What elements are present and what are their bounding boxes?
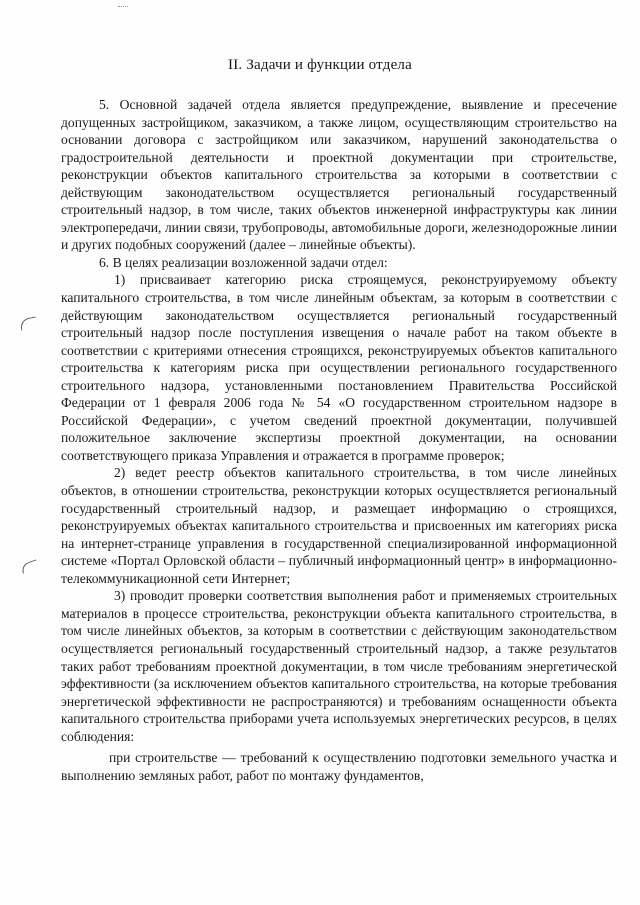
margin-pen-mark	[20, 559, 39, 573]
document-body	[61, 96, 617, 784]
paragraph-6-item-2: 2) ведет реестр объектов капитального строительства, в том числе линейных объектов, в отношении строительства, реконструкции которых осуществляется региональный государственный строительный надзор, и размещает информацию о строящихся, реконструируемых объектах капитального строительства и присвоенных им категориях риска на интернет-странице управления в государственной специализированной информационной системе «Портал Орловской области – публичный информационный центр» в информационно-телекоммуникационной сети Интернет;	[61, 465, 617, 586]
margin-pen-mark	[19, 316, 38, 330]
section-heading: II. Задачи и функции отдела	[228, 57, 412, 73]
scan-artifact	[118, 6, 128, 9]
paragraph-6: 6. В целях реализации возложенной задачи отдел:	[99, 254, 388, 270]
paragraph-6-item-3: 3) проводит проверки соответствия выполнения работ и применяемых строительных материалов в процессе строительства, реконструкции объекта капитального строительства, в том числе линейных объектов, за которым в соответствии с действующим законодательством осуществляется региональный государственный строительный надзор, а также результатов таких работ требованиям проектной документации, в том числе требованиям энергетической эффективности (за исключением объектов капитального строительства, на которые требования энергетической эффективности не распространяются) и требованиям оснащенности объекта капитального строительства приборами учета используемых энергетических ресурсов, в целях соблюдения:	[61, 588, 617, 744]
paragraph-construction-requirements: при строительстве — требований к осуществлению подготовки земельного участка и выполнению земляных работ, работ по монтажу фундаментов,	[61, 750, 617, 783]
paragraph-6-item-1: 1) присваивает категорию риска строящемуся, реконструируемому объекту капитального строительства, в том числе линейным объектам, за которым в соответствии с действующим законодательством осуществляется региональный государственный строительный надзор после поступления извещения о начале работ на таком объекте в соответствии с критериями отнесения строящихся, реконструируемых объектов капитального строительства к категориям риска при осуществлении регионального государственного строительного надзора, установленными постановлением Правительства Российской Федерации от 1 февраля 2006 года № 54 «О государственном строительном надзоре в Российской Федерации», с учетом сведений проектной документации, получившей положительное заключение экспертизы проектной документации, на основании соответствующего приказа Управления и отражается в программе проверок;	[61, 272, 617, 463]
paragraph-5: 5. Основной задачей отдела является предупреждение, выявление и пресечение допущенных застройщиком, заказчиком, а также лицом, осуществляющим строительство на основании договора с застройщиком или заказчиком, нарушений законодательства о градостроительной деятельности и проектной документации при строительстве, реконструкции объектов капитального строительства за которыми в соответствии с действующим законодательством осуществляется региональный государственный строительный надзор, в том числе, таких объектов инженерной инфраструктуры как линии электропередачи, линии связи, трубопроводы, автомобильные дороги, железнодорожные линии и других подобных сооружений (далее – линейные объекты).	[61, 97, 617, 253]
